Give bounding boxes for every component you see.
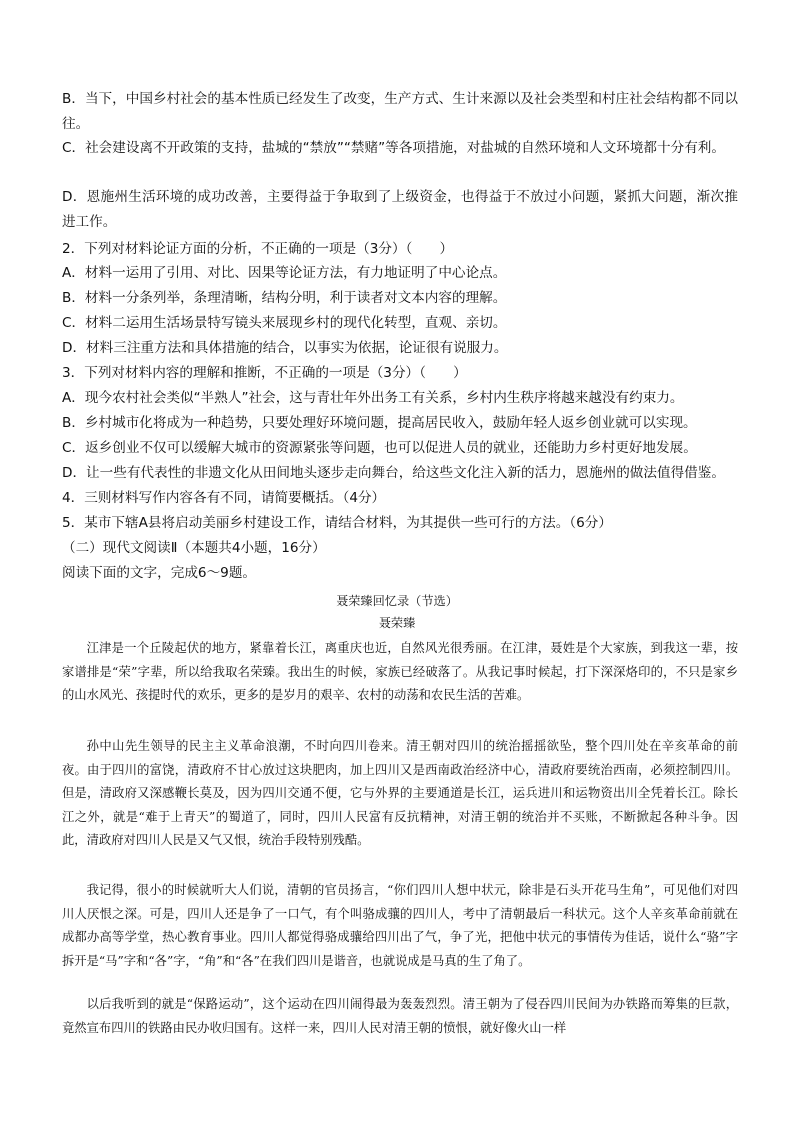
reading-instruction: 阅读下面的文字，完成6～9题。 xyxy=(62,565,257,581)
passage-paragraph: 孙中山先生领导的民主主义革命浪潮，不时向四川卷来。清王朝对四川的统治摇摇欲坠，整个四川处在辛亥革命的前夜。由于四川的富饶，清政府不甘心放过这块肥肉，加上四川又是西南政治经济中心，清政府要统治西南，必须控制四川。但是，清政府又深感鞭长莫及，因为四川交通不便，它与外界的主要通道是长江，运兵进川和运物资出川全凭着长江。除长江之外，就是“难于上青天”的蜀道了，同时，四川人民富有反抗精神，对清王朝的统治并不买账，不断掀起各种斗争。因此，清政府对四川人民是又气又恨，统治手段特别残酷。 xyxy=(62,739,738,848)
option-q2-c: C．材料二运用生活场景特写镜头来展现乡村的现代化转型，直观、亲切。 xyxy=(62,315,507,331)
question-2-stem: 2．下列对材料论证方面的分析，不正确的一项是（3分）（ ） xyxy=(62,241,454,257)
passage-paragraph: 江津是一个丘陵起伏的地方，紧靠着长江，离重庆也近，自然风光很秀丽。在江津，聂姓是个大家族，到我这一辈，按家谱排是“荣”字辈，所以给我取名荣臻。我出生的时候，家族已经破落了。从我记事时候起，打下深深烙印的，不只是家乡的山水风光、孩提时代的欢乐，更多的是岁月的艰辛、农村的动荡和农民生活的苦难。 xyxy=(62,641,738,703)
passage-author: 聂荣臻 xyxy=(378,616,416,630)
passage-title: 聂荣臻回忆录（节选） xyxy=(336,594,458,608)
passage-paragraph: 以后我听到的就是“保路运动”，这个运动在四川闹得最为轰轰烈烈。清王朝为了侵吞四川民间为办铁路而筹集的巨款，竟然宣布四川的铁路由民办收归国有。这样一来，四川人民对清王朝的愤恨，就好像火山一样 xyxy=(62,997,738,1035)
question-5: 5．某市下辖A县将启动美丽乡村建设工作，请结合材料，为其提供一些可行的方法。（6分） xyxy=(62,515,612,531)
option-q3-b: B．乡村城市化将成为一种趋势，只要处理好环境问题，提高居民收入，鼓励年轻人返乡创业就可以实现。 xyxy=(62,415,697,431)
option-q3-c: C．返乡创业不仅可以缓解大城市的资源紧张等问题，也可以促进人员的就业，还能助力乡村更好地发展。 xyxy=(62,440,697,456)
section-heading: （二）现代文阅读Ⅱ（本题共4小题，16分） xyxy=(62,540,326,556)
option-q3-a: A．现今农村社会类似“半熟人”社会，这与青壮年外出务工有关系，乡村内生秩序将越来越没有约束力。 xyxy=(62,390,684,406)
option-q1-d: D．恩施州生活环境的成功改善，主要得益于争取到了上级资金，也得益于不放过小问题，紧抓大问题，渐次推进工作。 xyxy=(62,189,738,230)
question-4: 4．三则材料写作内容各有不同，请简要概括。（4分） xyxy=(62,490,386,506)
question-3-stem: 3．下列对材料内容的理解和推断，不正确的一项是（3分）（ ） xyxy=(62,365,467,381)
passage-paragraph: 我记得，很小的时候就听大人们说，清朝的官员扬言，“你们四川人想中状元，除非是石头开花马生角”，可见他们对四川人厌恨之深。可是，四川人还是争了一口气，有个叫骆成骧的四川人，考中了清朝最后一科状元。这个人辛亥革命前就在成都办高等学堂，热心教育事业。四川人都觉得骆成骧给四川出了气，争了光，把他中状元的事情传为佳话，说什么“骆”字拆开是“马”字和“各”字，“角”和“各”在我们四川是谐音，也就说成是马真的生了角了。 xyxy=(62,883,738,968)
option-q2-a: A．材料一运用了引用、对比、因果等论证方法，有力地证明了中心论点。 xyxy=(62,265,507,281)
option-q1-c: C．社会建设离不开政策的支持，盐城的“禁放”“禁赌”等各项措施，对盐城的自然环境和人文环境都十分有利。 xyxy=(62,140,725,156)
option-q2-b: B．材料一分条列举，条理清晰，结构分明，利于读者对文本内容的理解。 xyxy=(62,290,507,306)
option-q3-d: D．让一些有代表性的非遗文化从田间地头逐步走向舞台，给这些文化注入新的活力，恩施州的做法值得借鉴。 xyxy=(62,465,725,481)
option-q2-d: D．材料三注重方法和具体措施的结合，以事实为依据，论证很有说服力。 xyxy=(62,340,508,356)
option-q1-b: B．当下，中国乡村社会的基本性质已经发生了改变，生产方式、生计来源以及社会类型和村庄社会结构都不同以往。 xyxy=(62,91,738,132)
